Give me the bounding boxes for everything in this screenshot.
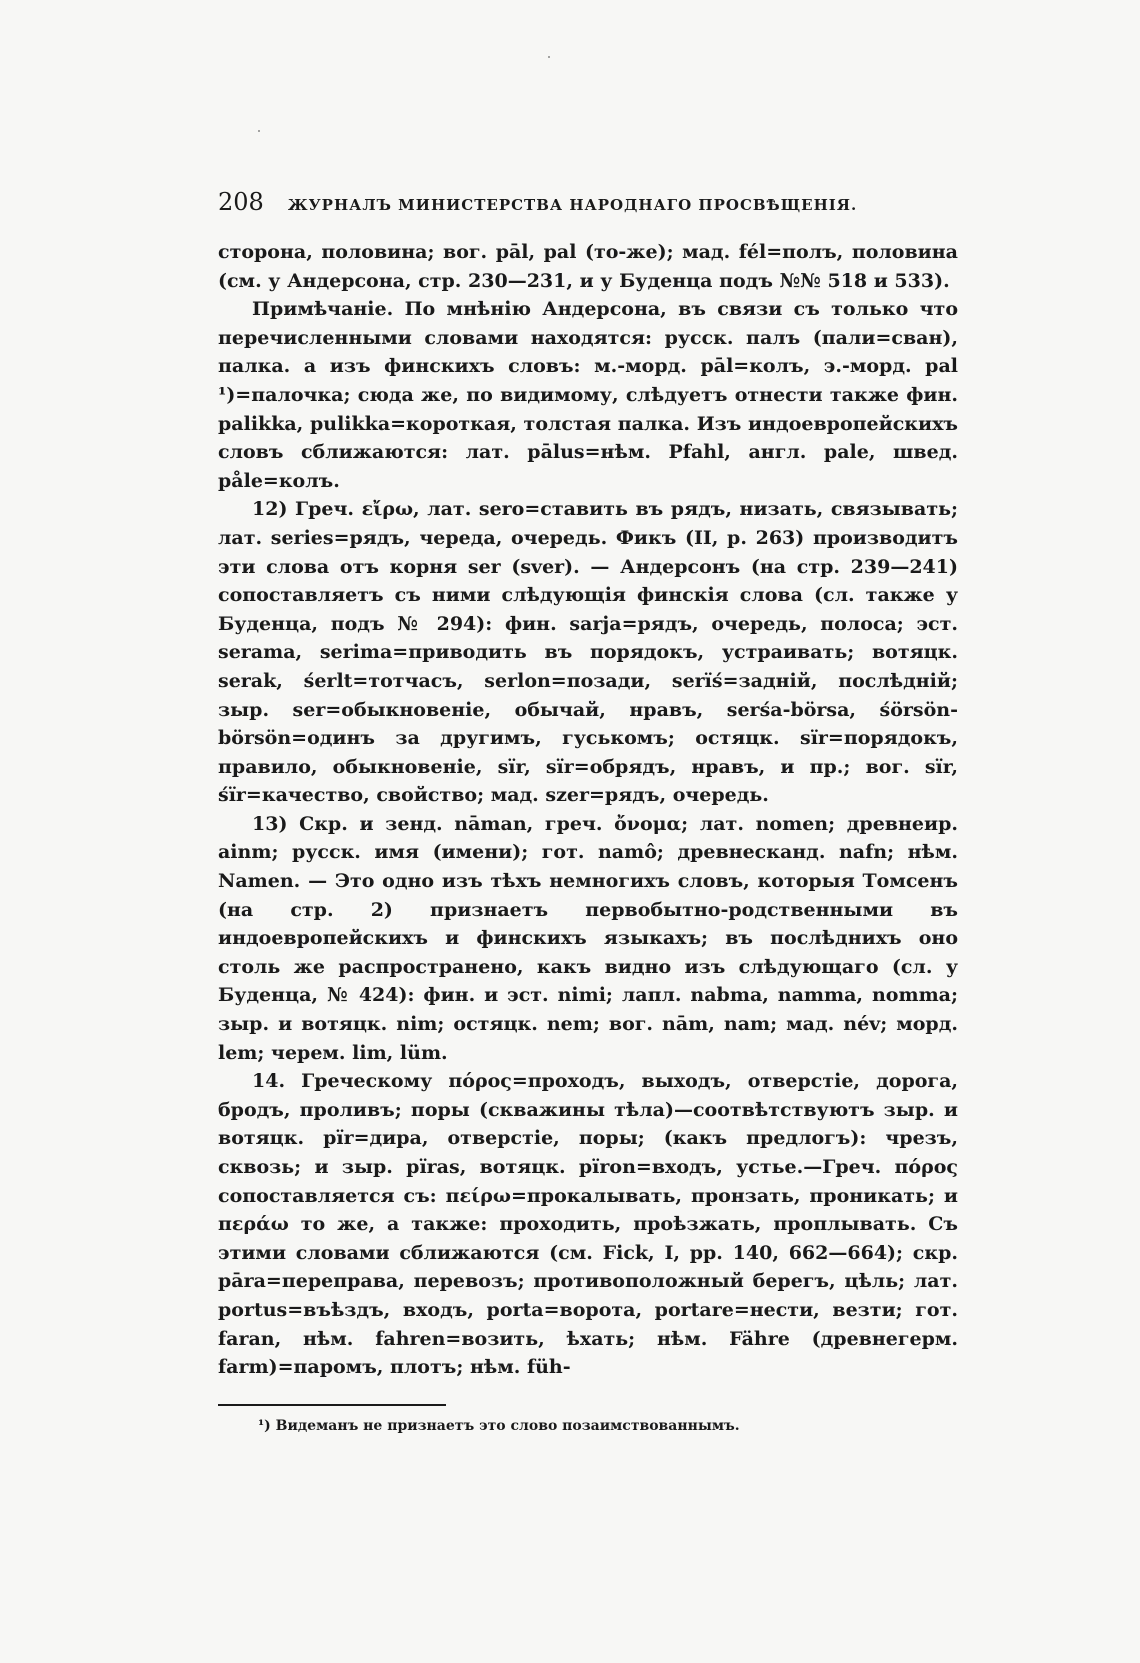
running-title: ЖУРНАЛЪ МИНИСТЕРСТВА НАРОДНАГО ПРОСВѢЩЕНІЯ. [287, 196, 858, 214]
paragraph-12: 12) Греч. εἴρω, лат. sero=ставить въ рядъ, низать, связывать; лат. series=рядъ, череда, очередь. Фикъ (II, p. 263) производитъ эти слова отъ корня ser (sver). — Андерсонъ (на стр. 239—241) сопоставляетъ съ ними слѣдующія финскія слова (сл. также у Буденца, подъ № 294): фин. sarja=рядъ, очередь, полоса; эст. serama, serima=приводить въ порядокъ, устраивать; вотяцк. serak, śerlt=тотчасъ, serlon=позади, serïś=задній, послѣдній; зыр. ser=обыкновеніе, обычай, нравъ, serśa-börsa, śörsön-börsön=одинъ за другимъ, гуськомъ; остяцк. sïr=порядокъ, правило, обыкновеніе, sïr, sïr=обрядъ, нравъ, и пр.; вог. sïr, śïr=качество, свойство; мад. szer=рядъ, очередь. [218, 498, 958, 807]
body-text [218, 238, 958, 1382]
page-number: 208 [218, 188, 264, 216]
scan-speck [258, 130, 260, 132]
paragraph-continuation: сторона, половина; вог. pāl, pal (то-же); мад. fél=полъ, половина (см. у Андерсона, стр. 230—231, и у Буденца подъ №№ 518 и 533). [218, 241, 958, 292]
paragraph-14: 14. Греческому πόρος=проходъ, выходъ, отверстіе, дорога, бродъ, проливъ; поры (скважины тѣла)—соотвѣтствуютъ зыр. и вотяцк. pïr=дира, отверстіе, поры; (какъ предлогъ): чрезъ, сквозь; и зыр. pïras, вотяцк. pïron=входъ, устье.—Греч. πόρος сопоставляется съ: πείρω=прокалывать, пронзать, проникать; и περάω то же, а также: проходить, проѣзжать, проплывать. Съ этими словами сближаются (см. Fick, I, pp. 140, 662—664); скр. pāra=переправа, перевозъ; противоположный берегъ, цѣль; лат. portus=въѣздъ, входъ, porta=ворота, portare=нести, везти; гот. faran, нѣм. fahren=возить, ѣхать; нѣм. Fähre (древнегерм. farm)=паромъ, плотъ; нѣм. füh- [218, 1070, 958, 1379]
paragraph-13: 13) Скр. и зенд. nāman, греч. ὄνομα; лат. nomen; древнеир. ainm; русск. имя (имени); гот. namô; древнесканд. nafn; нѣм. Namen. — Это одно изъ тѣхъ немногихъ словъ, которыя Томсенъ (на стр. 2) признаетъ первобытно-родственными въ индоевропейскихъ и финскихъ языкахъ; въ послѣднихъ оно столь же распространено, какъ видно изъ слѣдующаго (сл. у Буденца, № 424): фин. и эст. nimi; лапл. nabma, namma, nomma; зыр. и вотяцк. nim; остяцк. nem; вог. nām, nam; мад. név; морд. lem; черем. lim, lüm. [218, 812, 958, 1064]
scan-speck [548, 56, 550, 58]
page-header [218, 188, 958, 216]
paragraph-note: Примѣчаніе. По мнѣнію Андерсона, въ связи съ только что перечисленными словами находятся: русск. палъ (пали=сван), палка. а изъ финскихъ словъ: м.-морд. pāl=колъ, э.-морд. pal ¹)=палочка; сюда же, по видимому, слѣдуетъ отнести также фин. palikka, pulikka=короткая, толстая палка. Изъ индоевропейскихъ словъ сближаются: лат. pālus=нѣм. Pfahl, англ. pale, швед. påle=колъ. [218, 298, 958, 492]
footnote: ¹) Видеманъ не признаетъ это слово позаимствованнымъ. [258, 1417, 740, 1434]
book-page [218, 188, 958, 1434]
footnote-divider [218, 1404, 446, 1406]
